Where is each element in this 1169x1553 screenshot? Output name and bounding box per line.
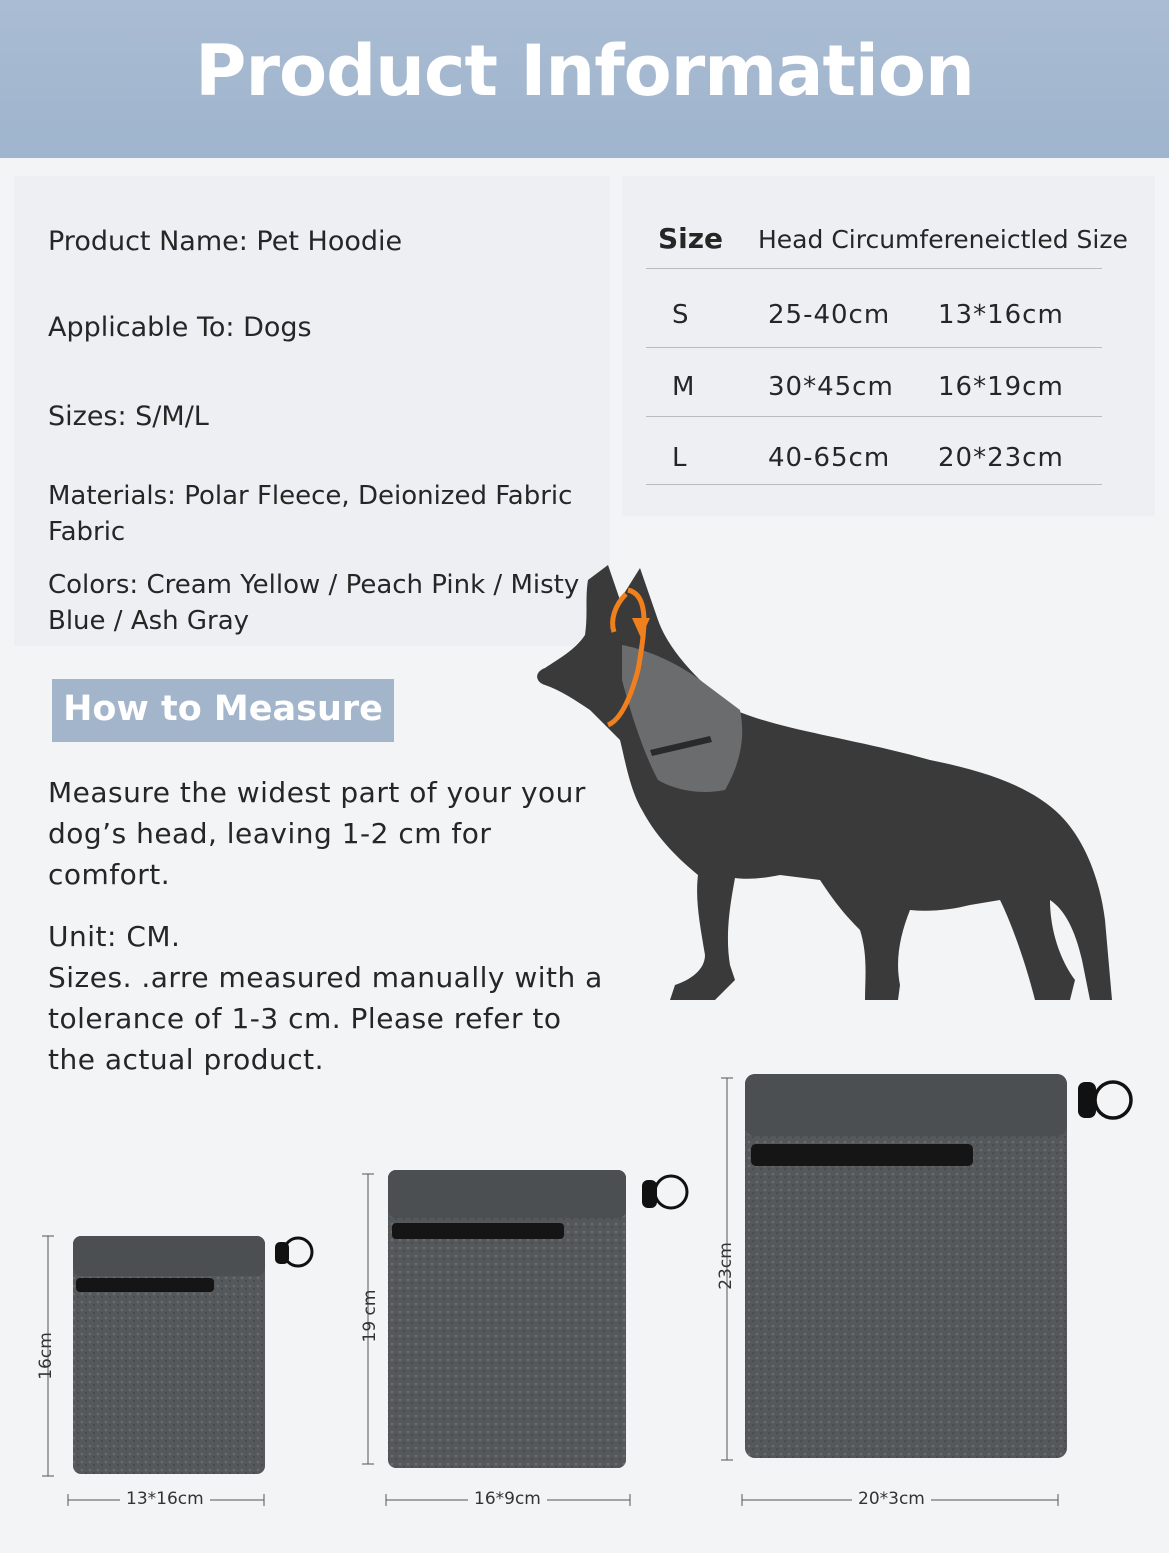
bag-small-width-label: 13*16cm: [120, 1489, 210, 1509]
measure-instructions: Measure the widest part of your your dog’s head, leaving 1-2 cm for comfort.: [48, 776, 586, 891]
table-divider: [646, 484, 1102, 485]
header-banner: [0, 0, 1169, 158]
how-to-measure-badge: [52, 679, 394, 742]
table-cell-head: 30*45cm: [768, 372, 894, 402]
table-cell-product: 13*16cm: [938, 300, 1064, 330]
zipper-icon: [751, 1144, 973, 1166]
applicable-to: Applicable To: Dogs: [48, 312, 312, 343]
dog-silhouette: [537, 565, 1112, 1000]
table-divider: [646, 268, 1102, 269]
bag-medium: [358, 1166, 698, 1476]
table-cell-product: 16*19cm: [938, 372, 1064, 402]
drawstring-cuff: [388, 1170, 626, 1218]
table-divider: [646, 347, 1102, 348]
dog-measure-illustration: [530, 560, 1130, 1020]
table-cell-product: 20*23cm: [938, 443, 1064, 473]
table-divider: [646, 416, 1102, 417]
colors-line: Colors: Cream Yellow / Peach Pink / Misty Blue / Ash Gray: [48, 570, 580, 636]
bag-large-width-label: 20*3cm: [852, 1489, 931, 1509]
bag-large-height-label: 23cm: [716, 1242, 736, 1290]
bag-medium-width-label: 16*9cm: [468, 1489, 547, 1509]
bag-medium-height-label: 19 cm: [360, 1289, 380, 1343]
bag-small: [40, 1228, 330, 1518]
table-cell-head: 25-40cm: [768, 300, 891, 330]
table-header-head-size: Head Circumfereneictled Size: [758, 225, 1128, 254]
product-name: Product Name: Pet Hoodie: [48, 226, 403, 257]
materials-line: Materials: Polar Fleece, Deionized Fabric Fabric: [48, 481, 573, 547]
drawstring-cuff: [73, 1236, 265, 1276]
unit-line: Unit: CM.: [48, 920, 181, 953]
drawstring-cuff: [745, 1074, 1067, 1136]
page-title: Product Information: [195, 30, 974, 112]
table-cell-head: 40-65cm: [768, 443, 891, 473]
sizes-line: Sizes: S/M/L: [48, 401, 209, 432]
table-cell-size: S: [672, 300, 690, 330]
zipper-icon: [76, 1278, 214, 1292]
cord-toggle-icon: [1078, 1082, 1131, 1118]
cord-toggle-icon: [275, 1238, 312, 1266]
table-cell-size: L: [672, 443, 688, 473]
table-header-size: Size: [658, 222, 724, 255]
table-cell-size: M: [672, 372, 696, 402]
bag-large: [715, 1068, 1145, 1468]
tolerance-note: Sizes. .arre measured manually with a tolerance of 1-3 cm. Please refer to the actual product.: [48, 961, 603, 1076]
zipper-icon: [392, 1223, 564, 1239]
how-to-measure-title: How to Measure: [63, 689, 383, 729]
bag-small-height-label: 16cm: [36, 1332, 56, 1380]
cord-toggle-icon: [642, 1176, 687, 1208]
measure-note: [48, 916, 608, 1080]
